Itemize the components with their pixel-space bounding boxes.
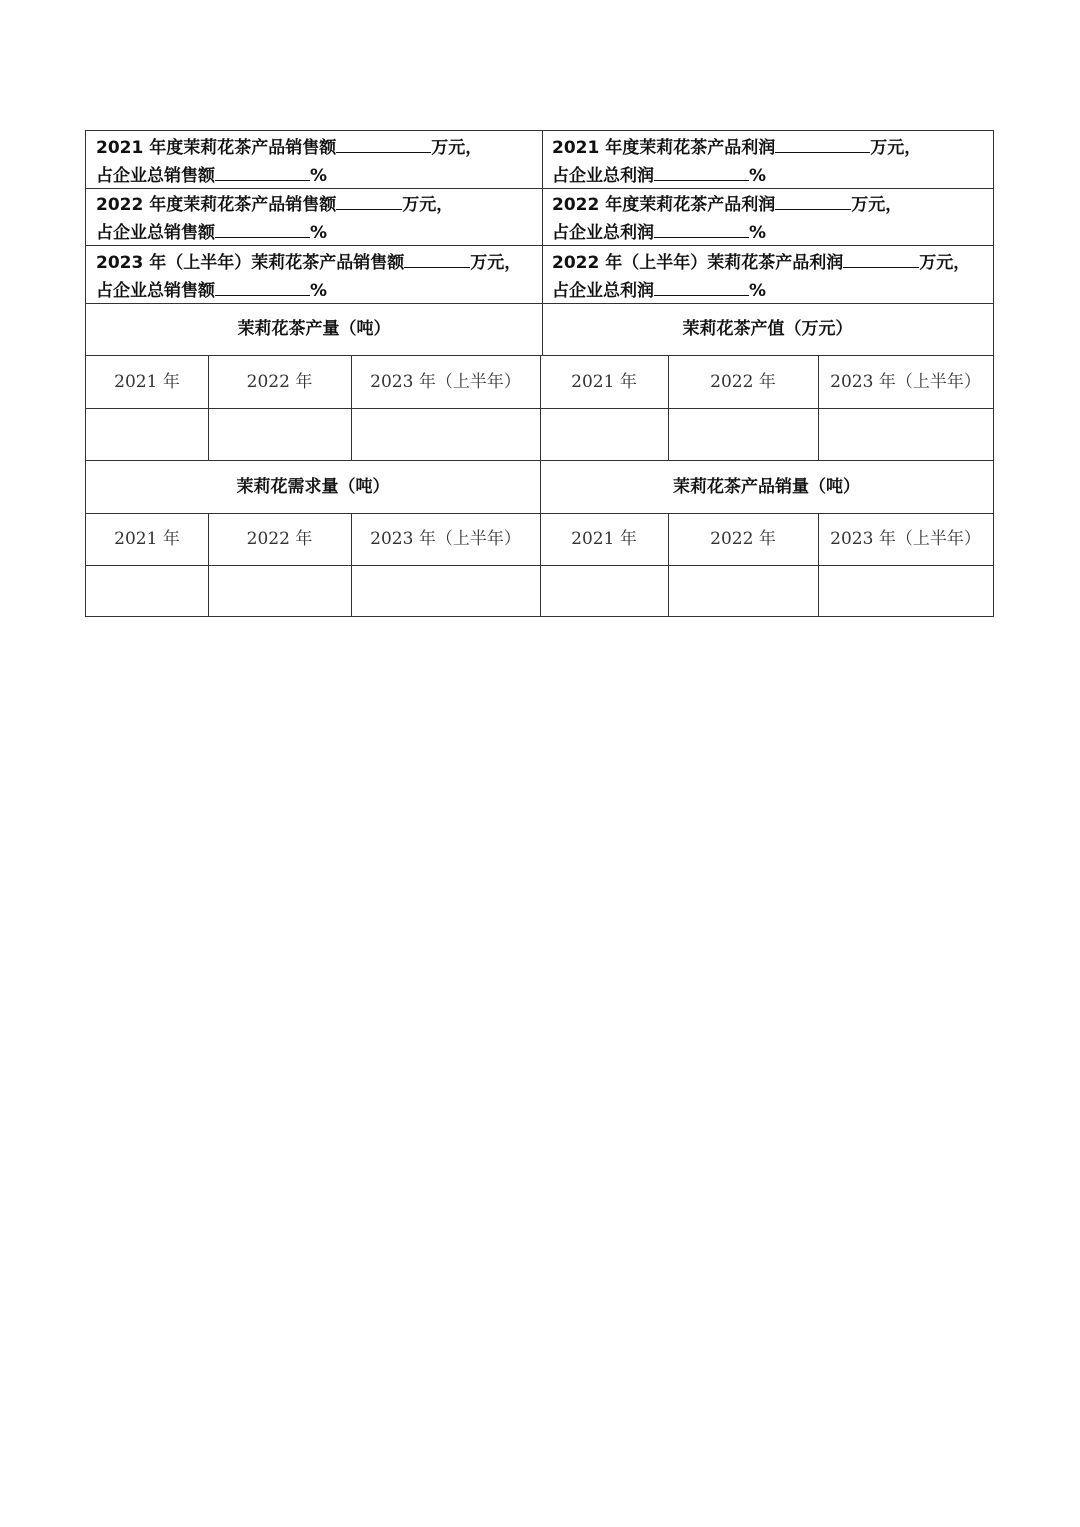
unit-text: 万元，	[851, 195, 903, 215]
sales-2021-label	[96, 136, 482, 158]
percent-blank[interactable]	[654, 221, 749, 238]
percent-sign: %	[749, 281, 767, 301]
value-cell[interactable]	[818, 409, 993, 460]
label-text: 2021 年度茉莉花茶产品销售额	[96, 138, 337, 158]
value-cell[interactable]	[351, 409, 540, 460]
year-label: 2023 年（上半年）	[830, 372, 981, 392]
percent-blank[interactable]	[215, 221, 310, 238]
amount-blank[interactable]	[843, 251, 919, 268]
percent-sign: %	[749, 223, 767, 243]
profit-2022-label	[552, 193, 902, 215]
unit-text: 万元，	[470, 253, 522, 273]
amount-blank[interactable]	[775, 136, 870, 153]
jasmine-demand-header: 茉莉花需求量（吨）	[236, 477, 390, 497]
label-text: 占企业总利润	[552, 166, 654, 186]
profit-2021-label	[552, 136, 921, 158]
value-cell[interactable]	[208, 566, 351, 617]
profit-2022-share	[552, 221, 766, 243]
year-label: 2022 年	[246, 372, 313, 392]
value-cell[interactable]	[540, 409, 668, 460]
year-label: 2023 年（上半年）	[370, 529, 521, 549]
value-cell[interactable]	[208, 409, 351, 460]
value-cell[interactable]	[540, 566, 668, 617]
value-cell[interactable]	[818, 566, 993, 617]
year-label: 2023 年（上半年）	[830, 529, 981, 549]
row-divider	[86, 303, 993, 304]
label-text: 2021 年度茉莉花茶产品利润	[552, 138, 776, 158]
row-divider	[86, 188, 993, 189]
unit-text: 万元，	[431, 138, 483, 158]
label-text: 占企业总销售额	[96, 223, 215, 243]
row-divider	[86, 245, 993, 246]
jasmine-tea-output-header: 茉莉花茶产量（吨）	[237, 319, 391, 339]
unit-text: 万元，	[919, 253, 971, 273]
jasmine-tea-value-header: 茉莉花茶产值（万元）	[682, 319, 853, 339]
survey-form-table	[85, 130, 994, 617]
percent-sign: %	[310, 281, 328, 301]
percent-sign: %	[749, 166, 767, 186]
value-cell[interactable]	[351, 566, 540, 617]
label-text: 2023 年（上半年）茉莉花茶产品销售额	[96, 253, 405, 273]
year-label: 2022 年	[710, 529, 776, 549]
profit-2021-share	[552, 164, 766, 186]
year-label: 2022 年	[246, 529, 313, 549]
value-cell[interactable]	[668, 566, 818, 617]
year-label: 2021 年	[571, 529, 637, 549]
sales-2022-label	[96, 193, 453, 215]
sales-2021-share	[96, 164, 327, 186]
percent-blank[interactable]	[215, 279, 310, 296]
unit-text: 万元，	[402, 195, 454, 215]
label-text: 占企业总利润	[552, 223, 654, 243]
label-text: 2022 年度茉莉花茶产品销售额	[96, 195, 337, 215]
percent-blank[interactable]	[215, 164, 310, 181]
percent-sign: %	[310, 166, 328, 186]
value-cell[interactable]	[86, 409, 208, 460]
year-label: 2021 年	[571, 372, 637, 392]
value-cell[interactable]	[668, 409, 818, 460]
amount-blank[interactable]	[336, 136, 431, 153]
year-label: 2023 年（上半年）	[370, 372, 521, 392]
percent-sign: %	[310, 223, 328, 243]
percent-blank[interactable]	[654, 164, 749, 181]
profit-2022h1-share	[552, 279, 766, 301]
profit-2022h1-label	[552, 251, 970, 273]
year-label: 2021 年	[114, 529, 180, 549]
label-text: 2022 年（上半年）茉莉花茶产品利润	[552, 253, 844, 273]
sales-2023h1-share	[96, 279, 327, 301]
label-text: 占企业总销售额	[96, 166, 215, 186]
value-cell[interactable]	[86, 566, 208, 617]
unit-text: 万元，	[870, 138, 922, 158]
label-text: 占企业总销售额	[96, 281, 215, 301]
sales-2023h1-label	[96, 251, 521, 273]
year-label: 2022 年	[710, 372, 776, 392]
percent-blank[interactable]	[654, 279, 749, 296]
jasmine-tea-sales-volume-header: 茉莉花茶产品销量（吨）	[673, 477, 860, 497]
label-text: 占企业总利润	[552, 281, 654, 301]
amount-blank[interactable]	[775, 193, 851, 210]
label-text: 2022 年度茉莉花茶产品利润	[552, 195, 776, 215]
sales-2022-share	[96, 221, 327, 243]
amount-blank[interactable]	[336, 193, 402, 210]
year-label: 2021 年	[114, 372, 180, 392]
amount-blank[interactable]	[404, 251, 470, 268]
